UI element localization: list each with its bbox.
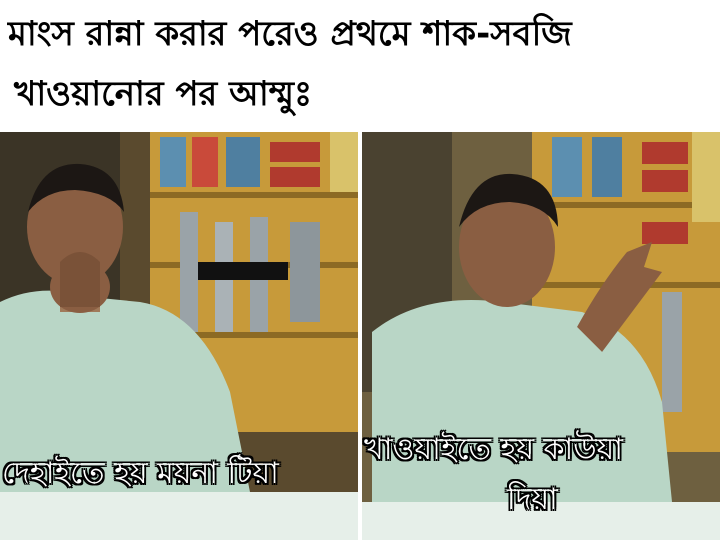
caption-line-2: খাওয়ানোর পর আম্মুঃ (14, 74, 313, 114)
left-subtitle: দেহাইতে হয় ময়না টিয়া (2, 456, 279, 491)
right-meme-panel (362, 132, 720, 540)
right-subtitle-line-2: দিয়া (507, 482, 558, 517)
left-meme-panel (0, 132, 358, 540)
right-panel-scene (362, 132, 720, 540)
right-subtitle-line-1: খাওয়াইতে হয় কাউয়া (364, 432, 623, 467)
meme-caption (0, 0, 720, 130)
caption-line-1: মাংস রান্না করার পরেও প্রথমে শাক-সবজি (8, 14, 572, 54)
